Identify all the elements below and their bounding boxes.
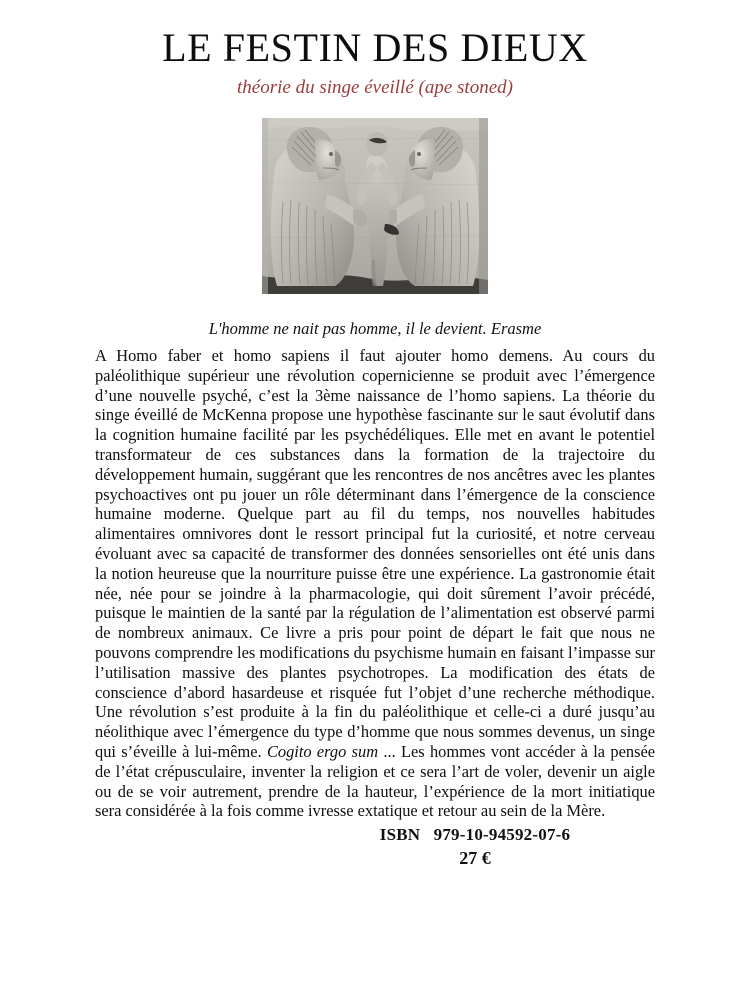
blurb-part-two: ... Les hommes vont accéder à la pensée de l’état crépusculaire, inventer la religion et ce sera l’art de voler, devenir un aigle ou de se voir autrement, prendre de la hauteur, l’expérience de la mort initiatique sera considérée à la fois comme ivresse extatique et retour au sein de la Mère. <box>95 741 655 821</box>
blurb-latin-phrase: Cogito ergo sum <box>266 741 379 761</box>
price-value: 27 € <box>459 848 491 869</box>
page-subtitle: théorie du singe éveillé (ape stoned) <box>237 77 513 98</box>
page-title: LE FESTIN DES DIEUX <box>162 25 588 70</box>
back-cover-blurb <box>95 346 655 821</box>
relief-figure <box>257 110 493 300</box>
isbn-label: ISBN <box>379 825 421 845</box>
isbn-value: 979-10-94592-07-6 <box>433 825 571 845</box>
blurb-part-one: A Homo faber et homo sapiens il faut ajouter homo demens. Au cours du paléolithique supérieur une révolution copernicienne se produit avec l’émergence d’une nouvelle psyché, c’est la 3ème naissance de l’homo sapiens. La théorie du singe éveillé de McKenna propose une hypothèse fascinante sur le saut évolutif dans la cognition humaine facilité par les psychédéliques. Elle met en avant le potentiel transformateur de ces substances dans la formation de la trajectoire du développement humain, suggérant que les rencontres de nos ancêtres avec les plantes psychoactives ont pu jouer un rôle déterminant dans l’émergence de la conscience humaine moderne. Quelque part au fil du temps, nos nouvelles habitudes alimentaires omnivores dont le ressort principal fut la curiosité, et notre cerveau évoluant avec sa capacité de transformer des données sensorielles ont été unis dans la notion heureuse que la nourriture puisse être une expérience. La gastronomie était née, née pour se joindre à la pharmacologie, qui doit sûrement l’avoir précédé, puisque le maintien de la santé par la régulation de l’alimentation est observé parmi de nombreux animaux. Ce livre a pris pour point de départ le fait que nous ne pouvons comprendre les modifications du psychisme humain en faisant l’impasse sur l’utilisation massive des plantes psychotropes. La modification des états de conscience d’abord hasardeuse et risquée fut l’objet d’une recherche méthodique. Une révolution s’est produite à la fin du paléolithique et celle-ci a duré jusqu’au néolithique avec l’émergence du type d’homme que nous sommes devenus, un singe qui s’éveille à lui-même. <box>95 346 655 761</box>
stone-relief-image <box>257 110 493 300</box>
epigraph-quote: L'homme ne nait pas homme, il le devient. Erasme <box>208 319 542 338</box>
colophon <box>95 823 655 870</box>
isbn-line <box>295 823 655 846</box>
